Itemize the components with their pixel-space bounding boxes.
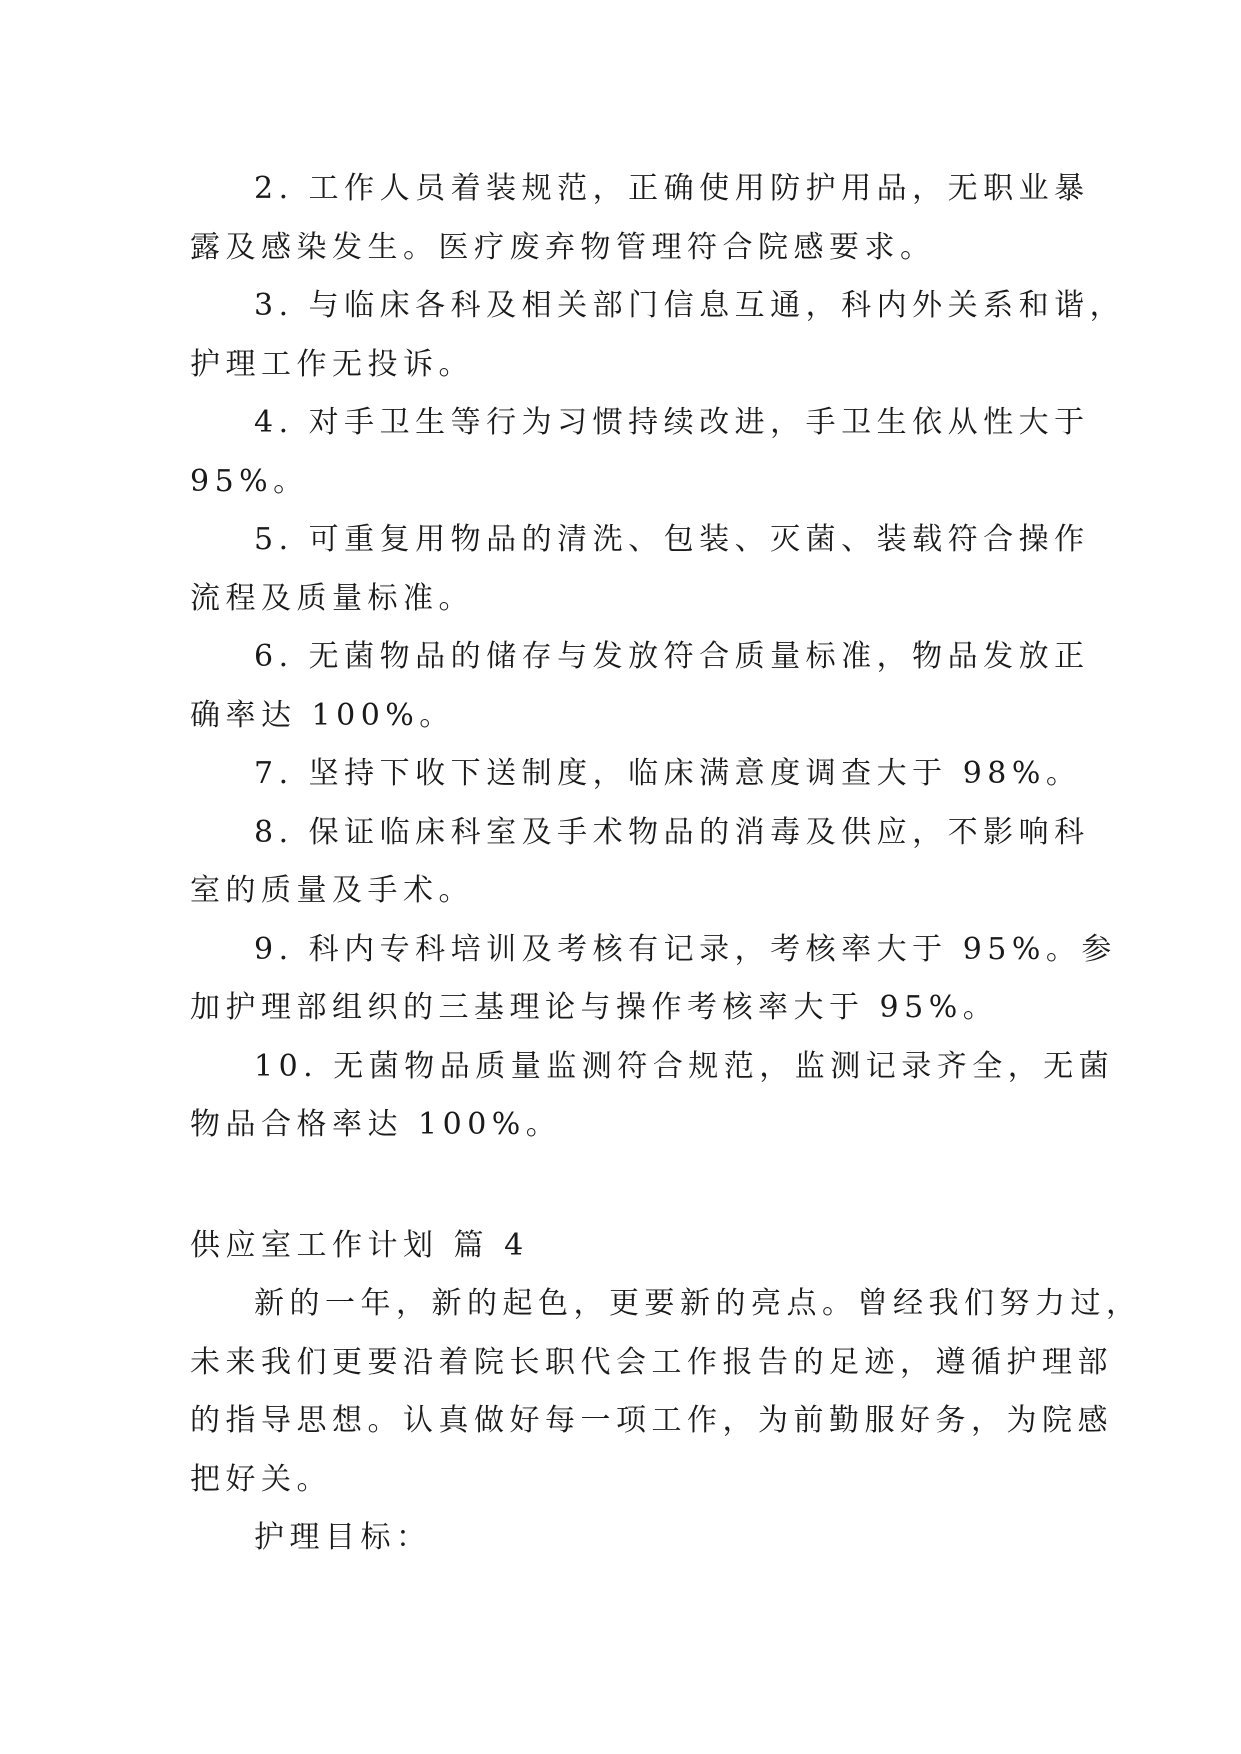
list-item-8 <box>190 804 1090 921</box>
list-item-2 <box>190 160 1090 277</box>
paragraph-line: 5. 可重复用物品的清洗、包装、灭菌、装载符合操作 <box>254 522 1090 557</box>
paragraph-line: 4. 对手卫生等行为习惯持续改进，手卫生依从性大于 <box>254 405 1090 440</box>
paragraph-line: 加护理部组织的三基理论与操作考核率大于 95%。 <box>190 990 999 1025</box>
paragraph-line: 2. 工作人员着装规范，正确使用防护用品，无职业暴 <box>254 171 1090 206</box>
paragraph-line: 流程及质量标准。 <box>190 580 474 616</box>
intro-paragraph <box>190 1275 1142 1509</box>
list-item-7 <box>190 745 1082 804</box>
paragraph-line: 室的质量及手术。 <box>190 873 474 908</box>
paragraph-line: 6. 无菌物品的储存与发放符合质量标准，物品发放正 <box>254 639 1090 674</box>
paragraph-line: 把好关。 <box>190 1461 332 1497</box>
paragraph-line: 护理工作无投诉。 <box>190 346 474 382</box>
paragraph-line: 物品合格率达 100%。 <box>190 1107 562 1142</box>
subheading: 护理目标： <box>254 1520 432 1555</box>
paragraph-line: 露及感染发生。医疗废弃物管理符合院感要求。 <box>190 229 936 265</box>
paragraph-line: 8. 保证临床科室及手术物品的消毒及供应，不影响科 <box>254 814 1090 850</box>
document-body <box>190 160 1142 1568</box>
paragraph-line: 新的一年，新的起色，更要新的亮点。曾经我们努力过， <box>254 1286 1142 1321</box>
paragraph-line: 7. 坚持下收下送制度，临床满意度调查大于 98%。 <box>254 756 1082 791</box>
list-item-9 <box>190 921 1117 1038</box>
paragraph-line: 3. 与临床各科及相关部门信息互通，科内外关系和谐， <box>254 288 1126 323</box>
list-item-10 <box>190 1038 1115 1155</box>
paragraph-line: 确率达 100%。 <box>190 697 455 733</box>
list-item-5 <box>190 511 1090 628</box>
list-item-4 <box>190 394 1090 511</box>
section-heading: 供应室工作计划 篇 4 <box>190 1227 529 1263</box>
paragraph-line: 未来我们更要沿着院长职代会工作报告的足迹，遵循护理部 <box>190 1344 1113 1380</box>
paragraph-line: 9. 科内专科培训及考核有记录，考核率大于 95%。参 <box>254 931 1117 967</box>
subheading-paragraph <box>190 1509 1070 1568</box>
paragraph-line: 10. 无菌物品质量监测符合规范，监测记录齐全，无菌 <box>254 1048 1115 1084</box>
list-item-6 <box>190 628 1090 745</box>
paragraph-line: 的指导思想。认真做好每一项工作，为前勤服好务，为院感 <box>190 1403 1113 1438</box>
section-spacer <box>190 1155 1070 1217</box>
list-item-3 <box>190 277 1126 394</box>
paragraph-line: 95%。 <box>190 463 309 499</box>
